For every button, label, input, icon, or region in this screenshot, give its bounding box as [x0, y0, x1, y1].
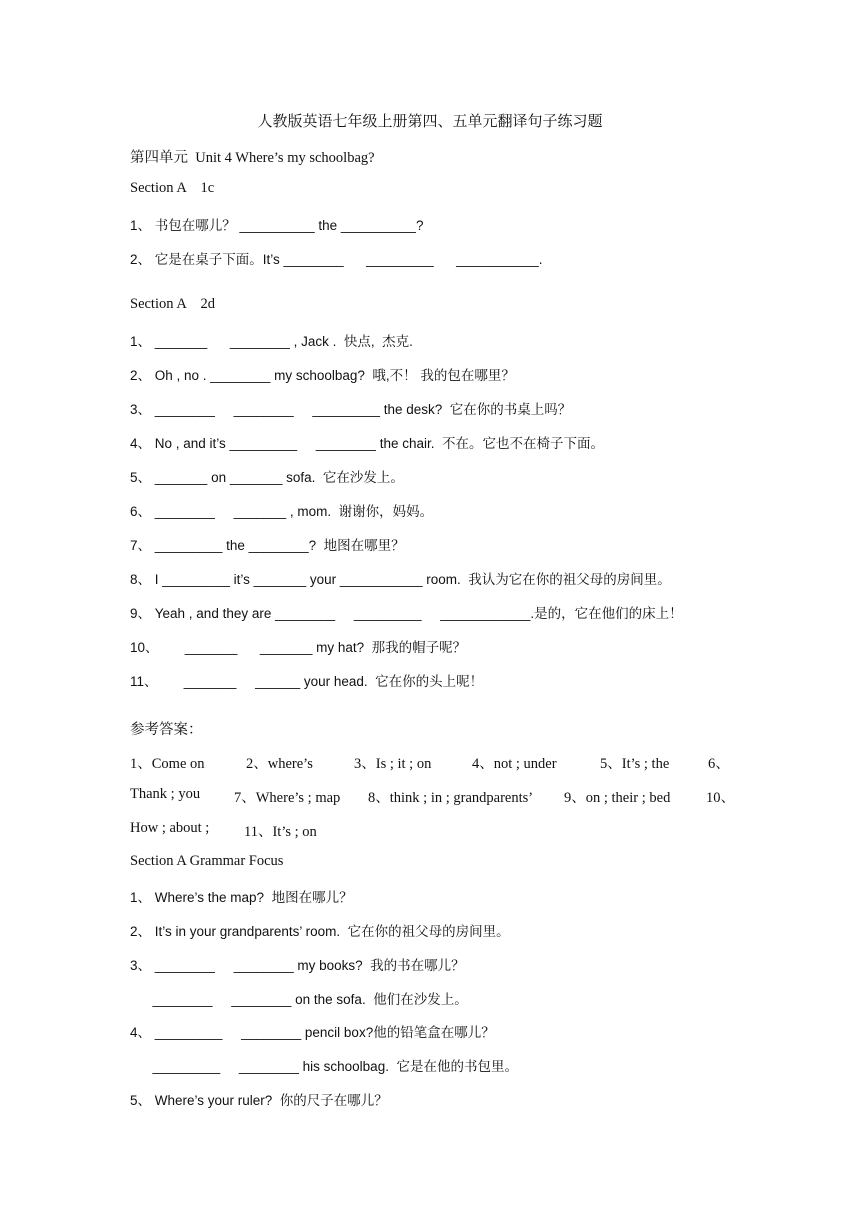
- answer-item: 9、on ; their ; bed: [564, 790, 671, 806]
- grammar-focus-heading: Section A Grammar Focus: [130, 853, 284, 869]
- answer-item: 6、: [708, 756, 730, 772]
- section-2d-item: 2、 Oh , no . ________ my schoolbag? 哦,不！ 我的包在哪里？: [130, 368, 515, 383]
- section-2d-item: 6、 ________ _______ , mom. 谢谢你，妈妈。: [130, 504, 434, 519]
- section-2d-item: 3、 ________ ________ _________ the desk? 它在你的书桌上吗？: [130, 402, 572, 417]
- answer-item: 1、Come on: [130, 756, 205, 772]
- answer-item: 2、where’s: [246, 756, 313, 772]
- answer-item: 7、Where’s ; map: [234, 790, 341, 806]
- section-1c-item: 2、 它是在桌子下面。It’s ________ _________ ___________.: [130, 252, 543, 267]
- grammar-focus-item: 2、 It’s in your grandparents’ room. 它在你的祖父母的房间里。: [130, 924, 510, 939]
- grammar-focus-item: _________ ________ his schoolbag. 它是在他的书包里。: [130, 1059, 518, 1074]
- answers-heading: 参考答案：: [130, 722, 203, 738]
- answer-item: 5、It’s ; the: [600, 756, 670, 772]
- section-2d-item: 8、 I _________ it’s _______ your ___________ room. 我认为它在你的祖父母的房间里。: [130, 572, 671, 587]
- section-1c-heading: Section A 1c: [130, 180, 215, 196]
- section-2d-item: 11、 _______ ______ your head. 它在你的头上呢！: [130, 674, 484, 689]
- section-2d-item: 5、 _______ on _______ sofa. 它在沙发上。: [130, 470, 404, 485]
- section-2d-item: 10、 _______ _______ my hat? 那我的帽子呢？: [130, 640, 467, 655]
- answer-item: 3、Is ; it ; on: [354, 756, 432, 772]
- section-2d-heading: Section A 2d: [130, 296, 215, 312]
- section-1c-item: 1、 书包在哪儿？ __________ the __________?: [130, 218, 424, 233]
- answer-item: Thank ; you: [130, 786, 201, 802]
- grammar-focus-item: ________ ________ on the sofa. 他们在沙发上。: [130, 992, 468, 1007]
- answer-item: 8、think ; in ; grandparents’: [368, 790, 534, 806]
- answer-item: 4、not ; under: [472, 756, 557, 772]
- section-2d-item: 4、 No , and it’s _________ ________ the chair. 不在。它也不在椅子下面。: [130, 436, 604, 451]
- answer-item: How ; about ;: [130, 820, 210, 836]
- answer-item: 11、It’s ; on: [244, 824, 317, 840]
- grammar-focus-item: 4、 _________ ________ pencil box?他的铅笔盒在哪儿？: [130, 1025, 495, 1040]
- unit-heading: 第四单元 Unit 4 Where’s my schoolbag?: [130, 150, 375, 166]
- section-2d-item: 9、 Yeah , and they are ________ _________ ____________.是的，它在他们的床上！: [130, 606, 683, 621]
- grammar-focus-item: 1、 Where’s the map? 地图在哪儿？: [130, 890, 353, 905]
- grammar-focus-item: 3、 ________ ________ my books? 我的书在哪儿？: [130, 958, 465, 973]
- answer-item: 10、: [706, 790, 735, 806]
- document-title: 人教版英语七年级上册第四、五单元翻译句子练习题: [257, 114, 603, 130]
- grammar-focus-item: 5、 Where’s your ruler? 你的尺子在哪儿？: [130, 1093, 388, 1108]
- section-2d-item: 7、 _________ the ________? 地图在哪里？: [130, 538, 405, 553]
- section-2d-item: 1、 _______ ________ , Jack . 快点, 杰克.: [130, 334, 413, 349]
